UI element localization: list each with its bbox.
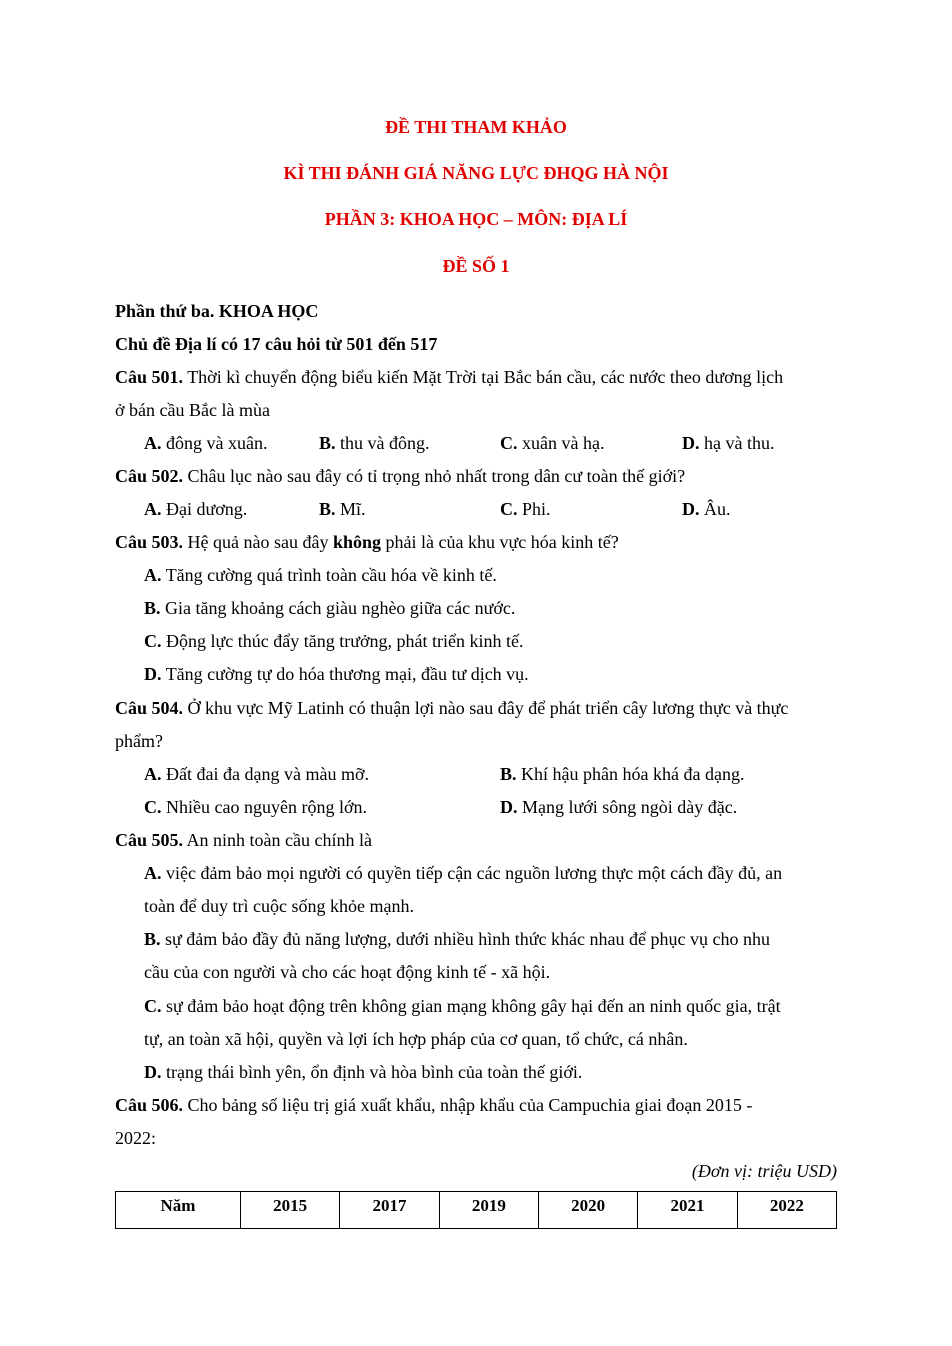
table-header-row [116, 1192, 837, 1229]
question-text-cont: phẩm? [115, 731, 163, 751]
table-header-cell: 2019 [439, 1192, 538, 1229]
question-text-cont: ở bán cầu Bắc là mùa [115, 400, 270, 420]
option-c: C. Nhiều cao nguyên rộng lớn. [144, 797, 367, 817]
table-header-cell: 2017 [340, 1192, 439, 1229]
option-c: C. Động lực thúc đẩy tăng trưởng, phát triển kinh tế. [144, 631, 524, 651]
option-b-cont: cầu của con người và cho các hoạt động kinh tế - xã hội. [144, 962, 551, 982]
option-a: A. đông và xuân. [144, 433, 268, 453]
table-header-cell: 2022 [737, 1192, 836, 1229]
question-text-cont: 2022: [115, 1128, 157, 1148]
option-d: D. trạng thái bình yên, ổn định và hòa bình của toàn thế giới. [144, 1062, 583, 1082]
question-text: Châu lục nào sau đây có tỉ trọng nhỏ nhất trong dân cư toàn thế giới? [183, 466, 686, 486]
table-header-cell: Năm [116, 1192, 241, 1229]
question-506 [115, 1094, 840, 1116]
section-part: Phần thứ ba. KHOA HỌC [115, 301, 319, 321]
question-text: An ninh toàn cầu chính là [183, 830, 372, 850]
option-b: B. Gia tăng khoảng cách giàu nghèo giữa các nước. [144, 598, 516, 618]
unit-note: (Đơn vị: triệu USD) [691, 1161, 837, 1181]
option-a-cont: toàn để duy trì cuộc sống khỏe mạnh. [144, 896, 414, 916]
table-header-cell: 2021 [638, 1192, 737, 1229]
question-number: Câu 502. [115, 466, 184, 486]
option-a: A. việc đảm bảo mọi người có quyền tiếp cận các nguồn lương thực một cách đầy đủ, an [144, 863, 783, 883]
question-505 [115, 829, 840, 851]
option-c: C. xuân và hạ. [500, 433, 605, 453]
question-501 [115, 366, 840, 388]
option-c: C. Phi. [500, 499, 551, 519]
option-a: A. Đất đai đa dạng và màu mỡ. [144, 764, 369, 784]
question-number: Câu 503. [115, 532, 184, 552]
question-503: Câu 503. Hệ quả nào sau đây không phải là của khu vực hóa kinh tế? [115, 532, 619, 552]
exam-name: KÌ THI ĐÁNH GIÁ NĂNG LỰC ĐHQG HÀ NỘI [283, 163, 669, 183]
option-c: C. sự đảm bảo hoạt động trên không gian mạng không gây hại đến an ninh quốc gia, trật [144, 996, 781, 1016]
exam-number: ĐỀ SỐ 1 [442, 256, 510, 276]
option-a: A. Đại dương. [144, 499, 248, 519]
question-number: Câu 506. [115, 1095, 184, 1115]
option-b: B. Khí hậu phân hóa khá đa dạng. [500, 764, 745, 784]
data-table [115, 1191, 837, 1229]
table-header-cell: 2020 [538, 1192, 637, 1229]
doc-title: ĐỀ THI THAM KHẢO [385, 117, 567, 137]
option-d: D. Tăng cường tự do hóa thương mại, đầu tư dịch vụ. [144, 664, 529, 684]
option-d: D. hạ và thu. [682, 433, 775, 453]
table-header-cell: 2015 [241, 1192, 340, 1229]
question-number: Câu 505. [115, 830, 184, 850]
option-c-cont: tự, an toàn xã hội, quyền và lợi ích hợp pháp của cơ quan, tổ chức, cá nhân. [144, 1029, 688, 1049]
emphasis: không [332, 532, 382, 552]
question-text: Cho bảng số liệu trị giá xuất khẩu, nhập khẩu của Campuchia giai đoạn 2015 - [183, 1095, 753, 1115]
question-number: Câu 504. [115, 698, 184, 718]
question-504 [115, 697, 840, 719]
option-a: A. Tăng cường quá trình toàn cầu hóa về kinh tế. [144, 565, 497, 585]
option-b: B. thu và đông. [319, 433, 430, 453]
question-text: Thời kì chuyển động biểu kiến Mặt Trời tại Bắc bán cầu, các nước theo dương lịch [183, 367, 784, 387]
part-subject: PHẦN 3: KHOA HỌC – MÔN: ĐỊA LÍ [324, 209, 628, 229]
option-b: B. Mĩ. [319, 499, 366, 519]
section-topic: Chủ đề Địa lí có 17 câu hỏi từ 501 đến 517 [115, 334, 438, 354]
question-text: Ở khu vực Mỹ Latinh có thuận lợi nào sau đây để phát triển cây lương thực và thực [183, 698, 789, 718]
option-d: D. Mạng lưới sông ngòi dày đặc. [500, 797, 738, 817]
question-number: Câu 501. [115, 367, 184, 387]
question-502 [115, 465, 840, 487]
option-b: B. sự đảm bảo đầy đủ năng lượng, dưới nhiều hình thức khác nhau để phục vụ cho nhu [144, 929, 770, 949]
option-d: D. Âu. [682, 499, 731, 519]
